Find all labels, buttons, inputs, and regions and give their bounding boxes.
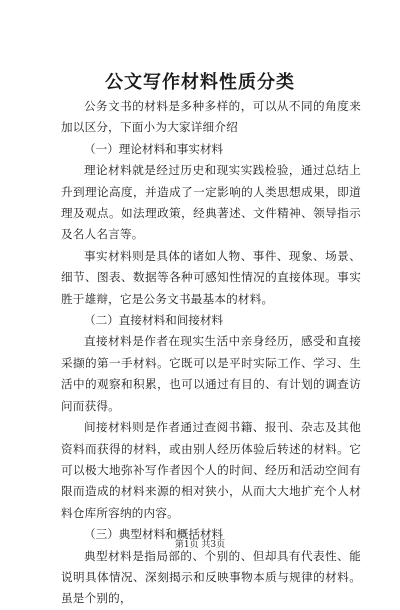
section-heading-1: （一）理论材料和事实材料	[84, 141, 224, 156]
section-heading-3: （三）典型材料和概括材料	[84, 527, 224, 542]
section-heading-2: （二）直接材料和间接材料	[84, 313, 224, 328]
paragraph-intro: 公务文书的材料是多种多样的，可以从不同的角度来加以区分，下面小为大家详细介绍	[61, 99, 361, 135]
paragraph-direct-material: 直接材料是作者在现实生活中亲身经历，感受和直接采撷的第一手材料。它既可以是平时实际工作、学习、生活中的观察和积累，也可以通过有目的、有计划的调查访问而获得。	[61, 334, 361, 413]
page-footer: 第1页 共3页	[174, 540, 226, 550]
paragraph-fact-material: 事实材料则是具体的诸如人物、事件、现象、场景、细节、图表、数据等各种可感知性情况的直接体现。事实胜于雄辩，它是公务文书最基本的材料。	[61, 248, 361, 306]
document-body	[61, 96, 361, 610]
paragraph-indirect-material: 间接材料则是作者通过查阅书籍、报刊、杂志及其他资料而获得的材料，或由别人经历体验后转述的材料。它可以极大地弥补写作者因个人的时间、经历和活动空间有限而造成的材料来源的相对狭小，从而大大地扩充个人材料仓库所容纳的内容。	[61, 420, 361, 520]
paragraph-typical-material: 典型材料是指局部的、个别的、但却具有代表性、能说明具体情况、深刻揭示和反映事物本质与规律的材料。虽是个别的，	[61, 548, 361, 606]
paragraph-theory-material: 理论材料就是经过历史和现实实践检验，通过总结上升到理论高度，并造成了一定影响的人类思想成果，即道理及观点。如法理政策，经典著述、文件精神、领导指示及名人名言等。	[61, 163, 361, 242]
document-title: 公文写作材料性质分类	[105, 72, 295, 93]
